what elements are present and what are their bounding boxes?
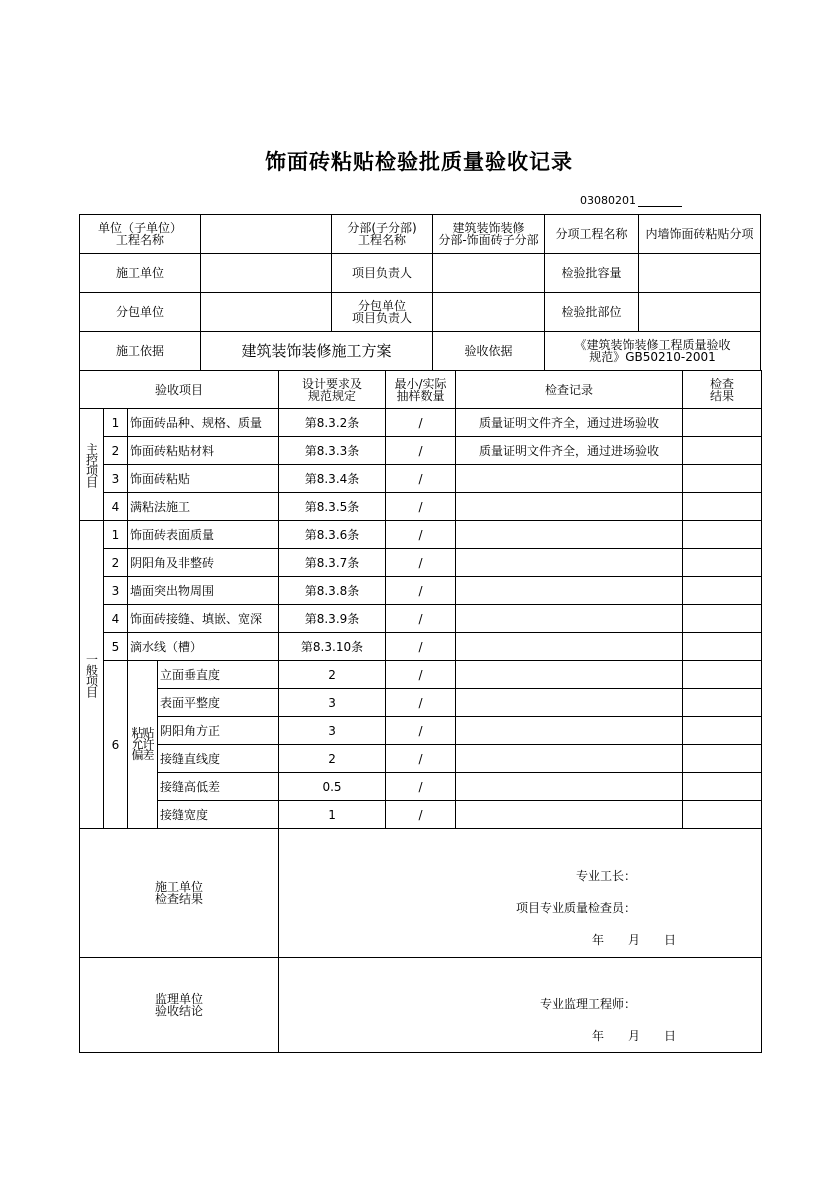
capacity-value[interactable] bbox=[639, 254, 761, 293]
item-result[interactable] bbox=[683, 661, 762, 689]
item-record[interactable] bbox=[456, 801, 683, 829]
item-name: 满粘法施工 bbox=[128, 493, 279, 521]
item-name: 接缝高低差 bbox=[158, 773, 279, 801]
item-result[interactable] bbox=[683, 717, 762, 745]
table-row bbox=[80, 409, 762, 437]
table-row bbox=[80, 689, 762, 717]
item-result[interactable] bbox=[683, 409, 762, 437]
foreman-label: 专业工长： bbox=[576, 869, 637, 883]
item-record[interactable]: 质量证明文件齐全，通过进场验收 bbox=[456, 437, 683, 465]
code-blank bbox=[638, 195, 682, 207]
item-sample: / bbox=[386, 493, 456, 521]
general-group-label: 一般项目 bbox=[80, 521, 104, 829]
item-result[interactable] bbox=[683, 465, 762, 493]
basis-value[interactable]: 建筑装饰装修施工方案 bbox=[201, 332, 433, 371]
header-table bbox=[79, 214, 761, 371]
item-spec: 第8.3.7条 bbox=[279, 549, 386, 577]
item-no: 2 bbox=[104, 437, 128, 465]
form-code-text: 03080201 bbox=[580, 194, 636, 207]
unit-label: 单位（子单位） 工程名称 bbox=[80, 215, 201, 254]
item-name: 接缝宽度 bbox=[158, 801, 279, 829]
division-value[interactable]: 建筑装饰装修 分部-饰面砖子分部 bbox=[433, 215, 545, 254]
item-record[interactable] bbox=[456, 717, 683, 745]
sub-manager-value[interactable] bbox=[433, 293, 545, 332]
table-row bbox=[80, 493, 762, 521]
item-sample: / bbox=[386, 437, 456, 465]
item-result[interactable] bbox=[683, 605, 762, 633]
table-row bbox=[80, 633, 762, 661]
capacity-label: 检验批容量 bbox=[545, 254, 639, 293]
contractor-value[interactable] bbox=[201, 254, 332, 293]
item-result[interactable] bbox=[683, 577, 762, 605]
division-label: 分部(子分部) 工程名称 bbox=[332, 215, 433, 254]
item-sample: / bbox=[386, 577, 456, 605]
item-no: 2 bbox=[104, 549, 128, 577]
item-record[interactable] bbox=[456, 549, 683, 577]
col-item: 验收项目 bbox=[80, 371, 279, 409]
item-no: 3 bbox=[104, 577, 128, 605]
item-name: 阴阳角方正 bbox=[158, 717, 279, 745]
item-no: 3 bbox=[104, 465, 128, 493]
contractor-check-area[interactable] bbox=[279, 829, 762, 958]
item-name: 表面平整度 bbox=[158, 689, 279, 717]
location-value[interactable] bbox=[639, 293, 761, 332]
item-spec: 1 bbox=[279, 801, 386, 829]
item-record[interactable] bbox=[456, 521, 683, 549]
item-name: 滴水线（槽） bbox=[128, 633, 279, 661]
item-record[interactable] bbox=[456, 633, 683, 661]
item-spec: 第8.3.8条 bbox=[279, 577, 386, 605]
item-no: 4 bbox=[104, 605, 128, 633]
inspector-label: 项目专业质量检查员： bbox=[516, 901, 637, 915]
contractor-date: 年 月 日 bbox=[592, 933, 677, 947]
item-spec: 第8.3.3条 bbox=[279, 437, 386, 465]
manager-value[interactable] bbox=[433, 254, 545, 293]
item-spec: 第8.3.10条 bbox=[279, 633, 386, 661]
table-row bbox=[80, 521, 762, 549]
item-result[interactable] bbox=[683, 493, 762, 521]
item-spec: 2 bbox=[279, 661, 386, 689]
item-spec: 0.5 bbox=[279, 773, 386, 801]
table-row bbox=[80, 717, 762, 745]
item-record[interactable] bbox=[456, 661, 683, 689]
subitem-label: 分项工程名称 bbox=[545, 215, 639, 254]
item-name: 饰面砖粘贴 bbox=[128, 465, 279, 493]
supervisor-check-area[interactable] bbox=[279, 958, 762, 1053]
item-sample: / bbox=[386, 633, 456, 661]
item-spec: 第8.3.9条 bbox=[279, 605, 386, 633]
table-row bbox=[80, 773, 762, 801]
engineer-label: 专业监理工程师： bbox=[540, 997, 637, 1011]
item-sample: / bbox=[386, 409, 456, 437]
deviation-group-label: 粘贴允许偏差 bbox=[128, 661, 158, 829]
main-group-label: 主控项目 bbox=[80, 409, 104, 521]
item-sample: / bbox=[386, 465, 456, 493]
item-no: 1 bbox=[104, 521, 128, 549]
item-result[interactable] bbox=[683, 773, 762, 801]
form-code bbox=[580, 194, 682, 207]
item-spec: 第8.3.5条 bbox=[279, 493, 386, 521]
item-result[interactable] bbox=[683, 437, 762, 465]
subcontractor-label: 分包单位 bbox=[80, 293, 201, 332]
col-design: 设计要求及 规范规定 bbox=[279, 371, 386, 409]
item-spec: 第8.3.4条 bbox=[279, 465, 386, 493]
item-result[interactable] bbox=[683, 521, 762, 549]
table-row bbox=[80, 661, 762, 689]
item-sample: / bbox=[386, 521, 456, 549]
col-sample: 最小/实际 抽样数量 bbox=[386, 371, 456, 409]
item-sample: / bbox=[386, 745, 456, 773]
item-result[interactable] bbox=[683, 745, 762, 773]
page-title: 饰面砖粘贴检验批质量验收记录 bbox=[265, 150, 573, 174]
table-row bbox=[80, 577, 762, 605]
item-sample: / bbox=[386, 549, 456, 577]
acceptance-basis-label: 验收依据 bbox=[433, 332, 545, 371]
item-sample: / bbox=[386, 801, 456, 829]
item-result[interactable] bbox=[683, 549, 762, 577]
contractor-label: 施工单位 bbox=[80, 254, 201, 293]
item-spec: 2 bbox=[279, 745, 386, 773]
basis-label: 施工依据 bbox=[80, 332, 201, 371]
item-sample: / bbox=[386, 689, 456, 717]
item-name: 饰面砖接缝、填嵌、宽深 bbox=[128, 605, 279, 633]
item-name: 饰面砖表面质量 bbox=[128, 521, 279, 549]
item-record[interactable] bbox=[456, 689, 683, 717]
item-name: 阴阳角及非整砖 bbox=[128, 549, 279, 577]
table-row bbox=[80, 465, 762, 493]
item-spec: 3 bbox=[279, 717, 386, 745]
item-spec: 3 bbox=[279, 689, 386, 717]
item-record[interactable] bbox=[456, 605, 683, 633]
subitem-value[interactable]: 内墙饰面砖粘贴分项 bbox=[639, 215, 761, 254]
item-spec: 第8.3.2条 bbox=[279, 409, 386, 437]
acceptance-basis-value[interactable]: 《建筑装饰装修工程质量验收 规范》GB50210-2001 bbox=[545, 332, 761, 371]
table-row bbox=[80, 745, 762, 773]
item-record[interactable] bbox=[456, 465, 683, 493]
item-name: 饰面砖粘贴材料 bbox=[128, 437, 279, 465]
item-name: 饰面砖品种、规格、质量 bbox=[128, 409, 279, 437]
table-row bbox=[80, 437, 762, 465]
item-sample: / bbox=[386, 605, 456, 633]
subcontractor-value[interactable] bbox=[201, 293, 332, 332]
item-no: 1 bbox=[104, 409, 128, 437]
item-sample: / bbox=[386, 717, 456, 745]
table-row bbox=[80, 605, 762, 633]
table-row bbox=[80, 549, 762, 577]
inspection-table bbox=[79, 370, 762, 1053]
item-no: 5 bbox=[104, 633, 128, 661]
item-record[interactable]: 质量证明文件齐全，通过进场验收 bbox=[456, 409, 683, 437]
item-record[interactable] bbox=[456, 577, 683, 605]
item-result[interactable] bbox=[683, 633, 762, 661]
supervisor-date: 年 月 日 bbox=[592, 1029, 677, 1043]
item-record[interactable] bbox=[456, 493, 683, 521]
item-sample: / bbox=[386, 773, 456, 801]
manager-label: 项目负责人 bbox=[332, 254, 433, 293]
item-no: 6 bbox=[104, 661, 128, 829]
item-result[interactable] bbox=[683, 801, 762, 829]
col-record: 检查记录 bbox=[456, 371, 683, 409]
location-label: 检验批部位 bbox=[545, 293, 639, 332]
item-no: 4 bbox=[104, 493, 128, 521]
sub-manager-label: 分包单位 项目负责人 bbox=[332, 293, 433, 332]
item-name: 接缝直线度 bbox=[158, 745, 279, 773]
item-spec: 第8.3.6条 bbox=[279, 521, 386, 549]
contractor-check-label: 施工单位 检查结果 bbox=[80, 829, 279, 958]
table-row bbox=[80, 801, 762, 829]
item-sample: / bbox=[386, 661, 456, 689]
item-result[interactable] bbox=[683, 689, 762, 717]
item-record[interactable] bbox=[456, 745, 683, 773]
supervisor-check-label: 监理单位 验收结论 bbox=[80, 958, 279, 1053]
col-result: 检查 结果 bbox=[683, 371, 762, 409]
item-record[interactable] bbox=[456, 773, 683, 801]
unit-value[interactable] bbox=[201, 215, 332, 254]
item-name: 墙面突出物周围 bbox=[128, 577, 279, 605]
item-name: 立面垂直度 bbox=[158, 661, 279, 689]
